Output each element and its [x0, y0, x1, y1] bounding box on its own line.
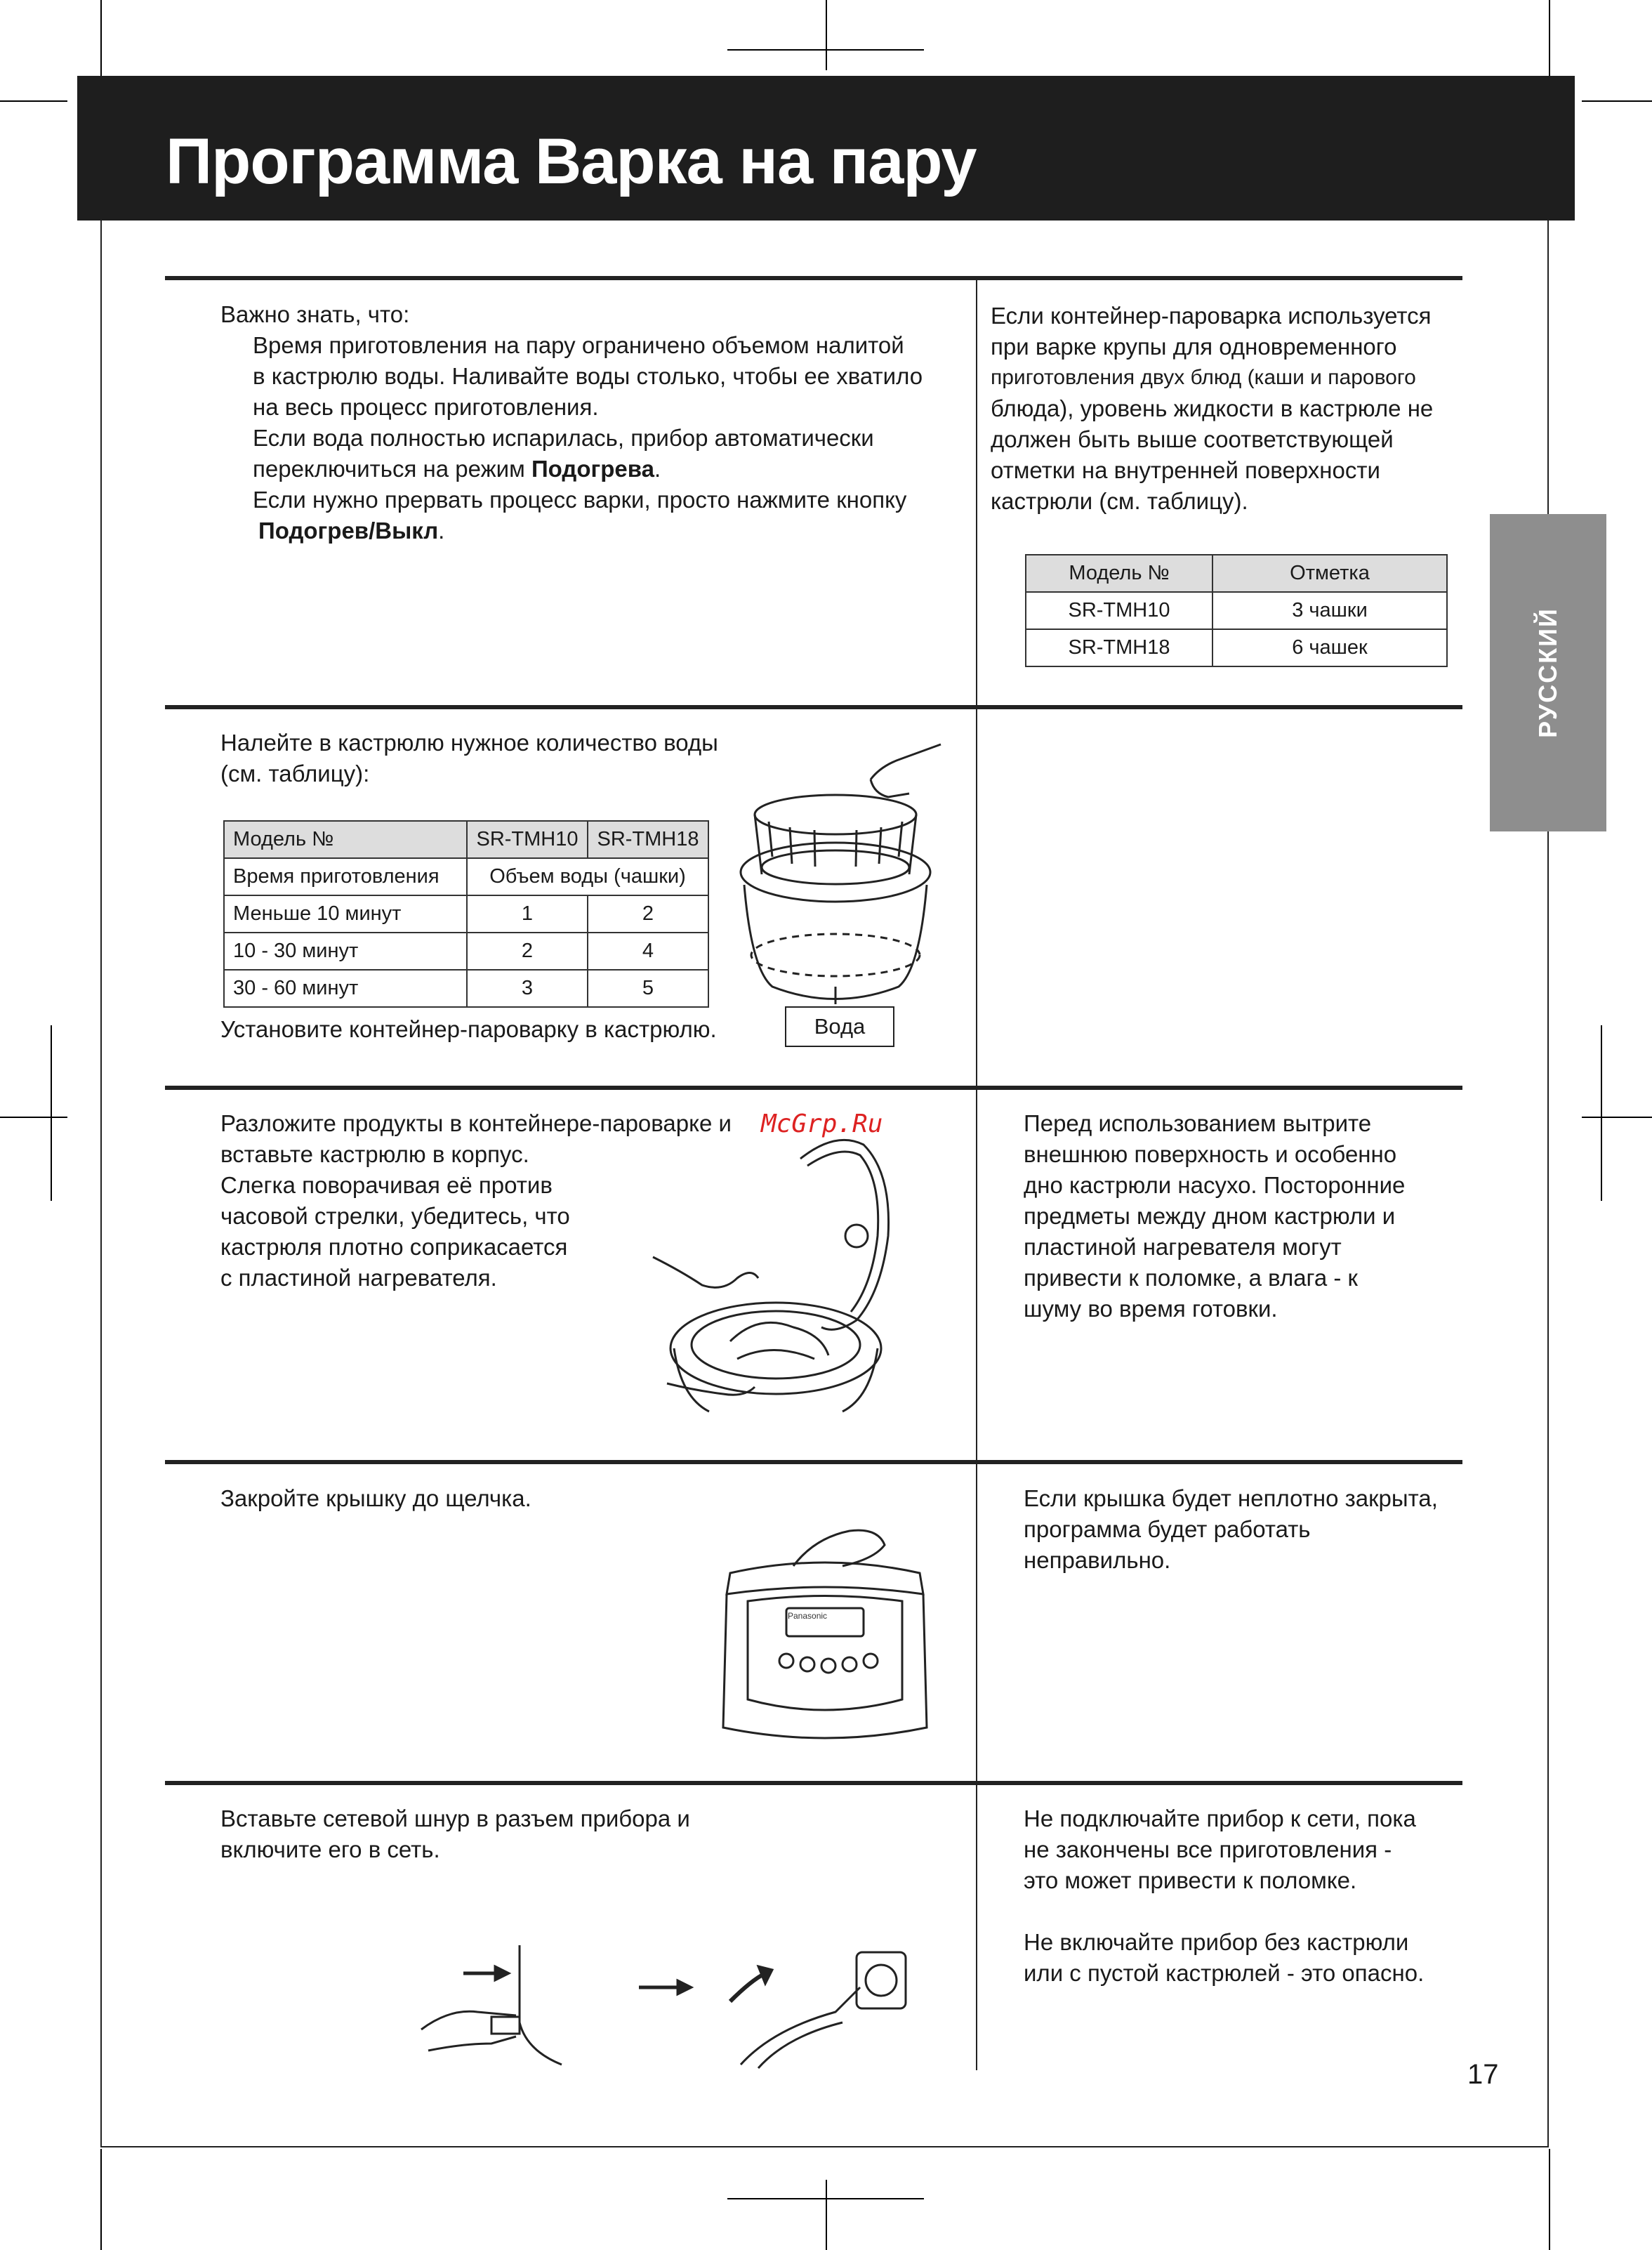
text-line: Не подключайте прибор к сети, пока — [1024, 1805, 1416, 1831]
table-cell: 3 чашки — [1212, 592, 1447, 629]
pot-steamer-illustration — [730, 716, 941, 1011]
text-line: или с пустой кастрюлей - это опасно. — [1024, 1960, 1425, 1986]
page-title: Программа Варка на пару — [166, 126, 977, 197]
column-divider — [976, 1464, 977, 1781]
section3-right-text — [1024, 1108, 1405, 1324]
section2-bottom-line: Установите контейнер-пароварку в кастрюлю. — [220, 1016, 717, 1042]
text-line: это может привести к поломке. — [1024, 1867, 1357, 1893]
table-cell: Меньше 10 минут — [224, 895, 467, 933]
table-row — [224, 895, 708, 933]
text-line: Если нужно прервать процесс варки, просто нажмите кнопку — [253, 487, 907, 513]
text-line: не закончены все приготовления - — [1024, 1836, 1392, 1862]
section1-left-text — [220, 299, 923, 546]
text-line: Разложите продукты в контейнере-пароварке и — [220, 1110, 732, 1136]
text-line: на весь процесс приготовления. — [253, 394, 599, 420]
table-row — [224, 970, 708, 1007]
page-number: 17 — [1467, 2059, 1499, 2090]
section5-left-text — [220, 1803, 690, 1865]
text-line: с пластиной нагревателя. — [220, 1265, 497, 1291]
plug-illustration — [421, 1945, 927, 2072]
table-cell: 10 - 30 минут — [224, 933, 467, 970]
section-divider — [165, 1460, 1462, 1464]
text-line: вставьте кастрюлю в корпус. — [220, 1141, 529, 1167]
table-cell: SR-TMH18 — [1026, 629, 1212, 666]
section-divider — [165, 705, 1462, 709]
text-line: часовой стрелки, убедитесь, что — [220, 1203, 570, 1229]
table-cell: SR-TMH10 — [1026, 592, 1212, 629]
text-line: дно кастрюли насухо. Посторонние — [1024, 1172, 1406, 1198]
table-cell: Объем воды (чашки) — [467, 858, 708, 895]
rice-cooker-illustration — [709, 1517, 941, 1756]
table-cell: 2 — [588, 895, 708, 933]
table-cell: Время приготовления — [224, 858, 467, 895]
text-line: Перед использованием вытрите — [1024, 1110, 1372, 1136]
table-header: Модель № — [1026, 555, 1212, 592]
section2-text — [220, 728, 718, 789]
text-line: приготовления двух блюд (каши и парового — [991, 366, 1416, 389]
section5-right-text — [1024, 1803, 1424, 1989]
table-header: SR-TMH10 — [467, 821, 588, 858]
insert-pot-illustration — [653, 1117, 948, 1426]
crop-mark — [100, 2149, 102, 2250]
section-divider — [165, 1086, 1462, 1090]
table-header: Модель № — [224, 821, 467, 858]
text-line: Вставьте сетевой шнур в разъем прибора и — [220, 1805, 690, 1831]
intro-line: Важно знать, что: — [220, 301, 410, 327]
section4-left-text: Закройте крышку до щелчка. — [220, 1485, 531, 1511]
text-line: в кастрюлю воды. Наливайте воды столько, чтобы ее хватило — [253, 363, 923, 389]
text-line: внешнюю поверхность и особенно — [1024, 1141, 1397, 1167]
table-header: SR-TMH18 — [588, 821, 708, 858]
water-table — [223, 820, 709, 1008]
text-line: должен быть выше соответствующей — [991, 426, 1394, 452]
text-line: Если вода полностью испарилась, прибор автоматически — [253, 425, 874, 451]
text-line: при варке крупы для одновременного — [991, 334, 1397, 360]
text-line: Слегка поворачивая её против — [220, 1172, 553, 1198]
text-line: привести к поломке, а влага - к — [1024, 1265, 1358, 1291]
text-line: блюда), уровень жидкости в кастрюле не — [991, 395, 1434, 421]
text-line: неправильно. — [1024, 1547, 1171, 1573]
text-line: Подогрев/Выкл. — [258, 518, 445, 544]
mark-table — [1025, 554, 1448, 667]
text-line: Если крышка будет неплотно закрыта, — [1024, 1485, 1438, 1511]
section4-right-text — [1024, 1483, 1438, 1576]
table-cell: 6 чашек — [1212, 629, 1447, 666]
crop-mark — [727, 49, 924, 51]
table-header: Отметка — [1212, 555, 1447, 592]
text-line: Время приготовления на пару ограничено объемом налитой — [253, 332, 904, 358]
text-line: Не включайте прибор без кастрюли — [1024, 1929, 1409, 1955]
text-line: кастрюля плотно соприкасается — [220, 1234, 568, 1260]
text-line: пластиной нагревателя могут — [1024, 1234, 1342, 1260]
column-divider — [976, 280, 977, 705]
text-line: программа будет работать — [1024, 1516, 1311, 1542]
column-divider — [976, 1785, 977, 2070]
table-row — [1026, 629, 1447, 666]
text-line: отметки на внутренней поверхности — [991, 457, 1380, 483]
section1-right-text — [991, 301, 1433, 517]
text-line: включите его в сеть. — [220, 1836, 440, 1862]
crop-mark — [0, 100, 67, 102]
section-divider — [165, 1781, 1462, 1785]
device-brand: Panasonic — [788, 1611, 828, 1621]
text-line: шуму во время готовки. — [1024, 1296, 1278, 1322]
crop-mark — [0, 1117, 67, 1118]
crop-mark — [1582, 100, 1652, 102]
table-row — [224, 858, 708, 895]
water-label: Вода — [785, 1006, 894, 1047]
text-line: кастрюли (см. таблицу). — [991, 488, 1248, 514]
table-cell: 1 — [467, 895, 588, 933]
crop-mark — [1601, 1025, 1602, 1201]
table-cell: 30 - 60 минут — [224, 970, 467, 1007]
crop-mark — [51, 1025, 52, 1201]
section-divider — [165, 276, 1462, 280]
text-line: предметы между дном кастрюли и — [1024, 1203, 1396, 1229]
crop-mark — [1582, 1117, 1652, 1118]
crop-mark — [826, 0, 827, 70]
table-cell: 3 — [467, 970, 588, 1007]
text-line: переключиться на режим Подогрева. — [253, 456, 661, 482]
text-line: Налейте в кастрюлю нужное количество воды — [220, 730, 718, 756]
crop-mark — [826, 2180, 827, 2250]
table-row — [1026, 592, 1447, 629]
table-row — [224, 933, 708, 970]
language-tab — [1490, 514, 1606, 831]
watermark: McGrp.Ru — [761, 1110, 883, 1138]
table-cell: 5 — [588, 970, 708, 1007]
table-cell: 2 — [467, 933, 588, 970]
text-line: (см. таблицу): — [220, 761, 370, 787]
column-divider — [976, 709, 977, 1086]
crop-mark — [1549, 2149, 1550, 2250]
text-line: Если контейнер-пароварка используется — [991, 303, 1432, 329]
language-tab-label: РУССКИЙ — [1533, 607, 1562, 738]
column-divider — [976, 1090, 977, 1460]
table-cell: 4 — [588, 933, 708, 970]
